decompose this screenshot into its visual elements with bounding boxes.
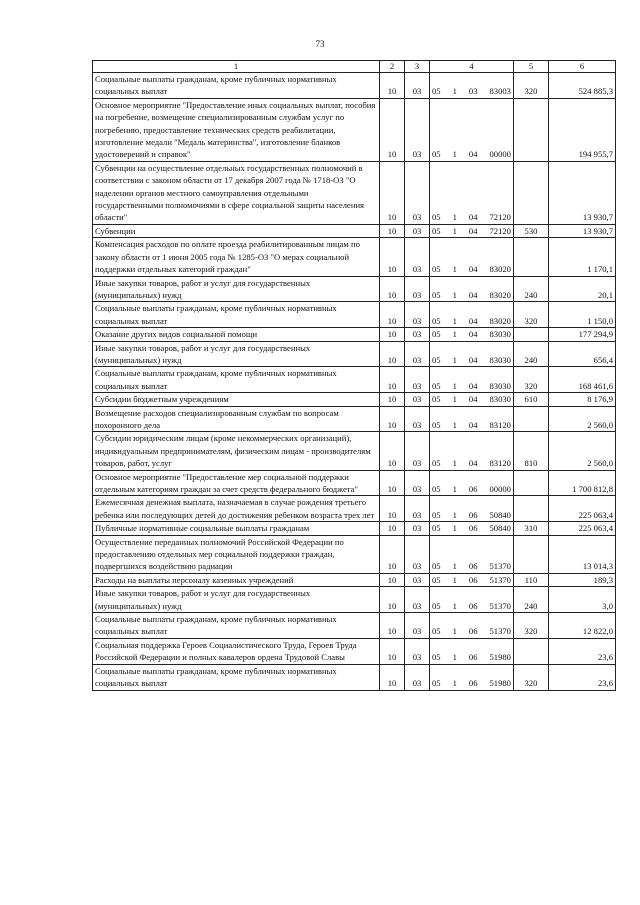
row-name: Социальные выплаты гражданам, кроме публичных нормативных социальных выплат: [93, 73, 380, 99]
row-amount: 20,1: [549, 276, 616, 302]
row-name: Социальные выплаты гражданам, кроме публичных нормативных социальных выплат: [93, 613, 380, 639]
target-code-parts: [432, 148, 511, 160]
target-code-parts: [432, 85, 511, 97]
target-code-parts: [432, 380, 511, 392]
row-section: 10: [380, 73, 405, 99]
target-code-part: 05: [432, 289, 441, 300]
row-subsection: 03: [405, 522, 430, 535]
row-target-code: [430, 302, 514, 328]
target-code-part: 06: [468, 509, 478, 520]
target-code-part: 06: [468, 561, 478, 572]
row-amount: 225 063,4: [549, 496, 616, 522]
target-code-part: 1: [452, 509, 457, 520]
row-expense-type: 530: [514, 224, 549, 237]
target-code-parts: [432, 289, 511, 301]
target-code-part: 05: [432, 523, 441, 534]
target-code-part: 51370: [489, 626, 511, 637]
column-header: 2: [380, 61, 405, 73]
row-section: 10: [380, 98, 405, 161]
row-section: 10: [380, 573, 405, 586]
row-subsection: 03: [405, 587, 430, 613]
row-target-code: [430, 432, 514, 470]
row-name: Субвенции на осуществление отдельных государственных полномочий в соответствии с законом области от 17 декабря 2007 года № 1718-ОЗ "О наделении органов местного самоуправления отдельными государственными полномочиями в сфере социальной защиты населения области": [93, 161, 380, 224]
table-row: [93, 587, 616, 613]
column-header: 3: [405, 61, 430, 73]
table-body: [93, 73, 616, 691]
target-code-parts: [432, 225, 511, 237]
row-subsection: 03: [405, 367, 430, 393]
table-row: [93, 535, 616, 573]
target-code-part: 1: [452, 225, 457, 236]
target-code-part: 1: [452, 380, 457, 391]
row-subsection: 03: [405, 73, 430, 99]
row-target-code: [430, 587, 514, 613]
row-target-code: [430, 535, 514, 573]
row-name: Социальные выплаты гражданам, кроме публичных нормативных социальных выплат: [93, 664, 380, 690]
row-amount: 12 822,0: [549, 613, 616, 639]
row-section: 10: [380, 613, 405, 639]
target-code-part: 05: [432, 574, 441, 585]
row-section: 10: [380, 302, 405, 328]
row-amount: 225 063,4: [549, 522, 616, 535]
target-code-part: 05: [432, 394, 441, 405]
target-code-parts: [432, 677, 511, 689]
row-section: 10: [380, 587, 405, 613]
row-expense-type: 240: [514, 341, 549, 367]
row-target-code: [430, 161, 514, 224]
row-amount: 1 150,0: [549, 302, 616, 328]
row-amount: 656,4: [549, 341, 616, 367]
row-section: 10: [380, 341, 405, 367]
target-code-part: 51980: [489, 652, 511, 663]
row-name: Оказание других видов социальной помощи: [93, 328, 380, 341]
row-section: 10: [380, 238, 405, 276]
row-name: Возмещение расходов специализированным службам по вопросам похоронного дела: [93, 406, 380, 432]
row-subsection: 03: [405, 98, 430, 161]
row-name: Иные закупки товаров, работ и услуг для государственных (муниципальных) нужд: [93, 587, 380, 613]
target-code-part: 06: [468, 574, 478, 585]
row-target-code: [430, 224, 514, 237]
target-code-part: 51980: [489, 678, 511, 689]
row-section: 10: [380, 432, 405, 470]
column-header: 4: [430, 61, 514, 73]
target-code-parts: [432, 600, 511, 612]
target-code-part: 1: [452, 484, 457, 494]
row-section: 10: [380, 161, 405, 224]
target-code-part: 05: [432, 225, 441, 236]
target-code-part: 83030: [489, 394, 511, 405]
row-subsection: 03: [405, 535, 430, 573]
target-code-part: 1: [452, 574, 457, 585]
row-expense-type: 310: [514, 522, 549, 535]
row-name: Иные закупки товаров, работ и услуг для государственных (муниципальных) нужд: [93, 276, 380, 302]
row-target-code: [430, 98, 514, 161]
target-code-part: 72120: [489, 225, 511, 236]
target-code-part: 1: [452, 212, 457, 223]
row-name: Ежемесячная денежная выплата, назначаемая в случае рождения третьего ребенка или последующих детей до достижения ребенком возраста трех лет: [93, 496, 380, 522]
row-target-code: [430, 496, 514, 522]
row-expense-type: 320: [514, 613, 549, 639]
target-code-part: 1: [452, 600, 457, 611]
row-amount: 2 560,0: [549, 406, 616, 432]
row-amount: 1 170,1: [549, 238, 616, 276]
row-target-code: [430, 367, 514, 393]
row-subsection: 03: [405, 573, 430, 586]
target-code-part: 1: [452, 329, 457, 340]
row-name: Основное мероприятие "Предоставление мер социальной поддержки отдельным категориям граждан за счет средств федерального бюджета": [93, 470, 380, 496]
row-target-code: [430, 406, 514, 432]
target-code-part: 04: [468, 225, 478, 236]
target-code-part: 83030: [489, 329, 511, 340]
target-code-part: 04: [468, 354, 478, 365]
target-code-part: 05: [432, 380, 441, 391]
table-row: [93, 432, 616, 470]
table-row: [93, 613, 616, 639]
row-amount: 13 930,7: [549, 224, 616, 237]
table-row: [93, 341, 616, 367]
row-subsection: 03: [405, 496, 430, 522]
target-code-part: 1: [452, 394, 457, 405]
table-row: [93, 73, 616, 99]
row-name: Социальные выплаты гражданам, кроме публичных нормативных социальных выплат: [93, 367, 380, 393]
row-name: Субвенции: [93, 224, 380, 237]
table-row: [93, 573, 616, 586]
row-section: 10: [380, 496, 405, 522]
target-code-part: 83020: [489, 315, 511, 326]
row-subsection: 03: [405, 238, 430, 276]
target-code-part: 04: [468, 419, 478, 430]
target-code-parts: [432, 625, 511, 637]
target-code-part: 00000: [489, 149, 511, 160]
target-code-part: 05: [432, 652, 441, 663]
row-section: 10: [380, 367, 405, 393]
target-code-part: 1: [452, 149, 457, 160]
row-amount: 23,6: [549, 664, 616, 690]
target-code-parts: [432, 393, 511, 405]
target-code-part: 04: [468, 149, 478, 160]
row-amount: 13 930,7: [549, 161, 616, 224]
target-code-part: 83020: [489, 289, 511, 300]
row-expense-type: 240: [514, 276, 549, 302]
row-name: Осуществление переданных полномочий Российской Федерации по предоставлению отдельных мер социальной поддержки граждан, подвергшихся воздействию радиации: [93, 535, 380, 573]
row-expense-type: [514, 98, 549, 161]
target-code-part: 06: [468, 652, 478, 663]
target-code-parts: [432, 328, 511, 340]
table-row: [93, 98, 616, 161]
budget-table: [92, 60, 616, 691]
target-code-parts: [432, 574, 511, 586]
row-expense-type: 320: [514, 367, 549, 393]
target-code-parts: [432, 354, 511, 366]
table-row: [93, 470, 616, 496]
row-amount: 13 014,3: [549, 535, 616, 573]
target-code-part: 05: [432, 484, 441, 494]
table-row: [93, 406, 616, 432]
target-code-part: 05: [432, 509, 441, 520]
row-name: Расходы на выплаты персоналу казенных учреждений: [93, 573, 380, 586]
table-row: [93, 224, 616, 237]
table-row: [93, 664, 616, 690]
row-section: 10: [380, 470, 405, 496]
target-code-parts: [432, 457, 511, 469]
target-code-part: 05: [432, 212, 441, 223]
target-code-parts: [432, 419, 511, 431]
table-row: [93, 367, 616, 393]
row-section: 10: [380, 535, 405, 573]
target-code-part: 05: [432, 329, 441, 340]
target-code-part: 83120: [489, 419, 511, 430]
target-code-part: 50840: [489, 509, 511, 520]
row-expense-type: [514, 535, 549, 573]
target-code-part: 1: [452, 458, 457, 469]
target-code-part: 04: [468, 329, 478, 340]
target-code-part: 1: [452, 315, 457, 326]
target-code-parts: [432, 522, 511, 534]
row-expense-type: [514, 638, 549, 664]
row-expense-type: 610: [514, 393, 549, 406]
target-code-part: 06: [468, 523, 478, 534]
table-row: [93, 161, 616, 224]
table-row: [93, 302, 616, 328]
target-code-part: 83020: [489, 264, 511, 275]
row-section: 10: [380, 406, 405, 432]
row-name: Иные закупки товаров, работ и услуг для государственных (муниципальных) нужд: [93, 341, 380, 367]
row-subsection: 03: [405, 432, 430, 470]
target-code-parts: [432, 263, 511, 275]
row-expense-type: 320: [514, 664, 549, 690]
row-expense-type: 240: [514, 587, 549, 613]
row-expense-type: 320: [514, 302, 549, 328]
target-code-part: 05: [432, 600, 441, 611]
target-code-part: 04: [468, 380, 478, 391]
target-code-part: 51370: [489, 574, 511, 585]
target-code-part: 05: [432, 315, 441, 326]
row-subsection: 03: [405, 638, 430, 664]
row-amount: 189,3: [549, 573, 616, 586]
target-code-parts: [432, 560, 511, 572]
target-code-part: 51370: [489, 561, 511, 572]
row-expense-type: [514, 470, 549, 496]
row-subsection: 03: [405, 224, 430, 237]
row-section: 10: [380, 328, 405, 341]
row-name: Компенсация расходов по оплате проезда реабилитированным лицам по закону области от 1 июня 2005 года № 1285-ОЗ "О мерах социальной поддержки отдельных категорий граждан": [93, 238, 380, 276]
row-subsection: 03: [405, 470, 430, 496]
target-code-part: 1: [452, 652, 457, 663]
table-row: [93, 276, 616, 302]
row-section: 10: [380, 638, 405, 664]
column-header: 6: [549, 61, 616, 73]
row-subsection: 03: [405, 613, 430, 639]
row-target-code: [430, 664, 514, 690]
row-subsection: 03: [405, 328, 430, 341]
target-code-part: 05: [432, 149, 441, 160]
target-code-part: 04: [468, 289, 478, 300]
row-target-code: [430, 393, 514, 406]
target-code-part: 05: [432, 561, 441, 572]
target-code-parts: [432, 483, 511, 495]
row-name: Субсидии юридическим лицам (кроме некоммерческих организаций), индивидуальным предпринимателям, физическим лицам - производителям товаров, работ, услуг: [93, 432, 380, 470]
target-code-part: 50840: [489, 523, 511, 534]
target-code-part: 04: [468, 458, 478, 469]
row-expense-type: [514, 238, 549, 276]
row-name: Социальные выплаты гражданам, кроме публичных нормативных социальных выплат: [93, 302, 380, 328]
row-amount: 1 700 812,8: [549, 470, 616, 496]
table-row: [93, 522, 616, 535]
target-code-part: 1: [452, 523, 457, 534]
target-code-part: 83120: [489, 458, 511, 469]
row-target-code: [430, 638, 514, 664]
column-header: 5: [514, 61, 549, 73]
target-code-part: 1: [452, 626, 457, 637]
row-subsection: 03: [405, 341, 430, 367]
row-expense-type: [514, 328, 549, 341]
row-section: 10: [380, 276, 405, 302]
target-code-part: 1: [452, 289, 457, 300]
row-amount: 8 176,9: [549, 393, 616, 406]
row-expense-type: 320: [514, 73, 549, 99]
row-target-code: [430, 276, 514, 302]
target-code-part: 05: [432, 86, 441, 97]
row-section: 10: [380, 664, 405, 690]
target-code-part: 1: [452, 561, 457, 572]
target-code-part: 05: [432, 626, 441, 637]
row-expense-type: 810: [514, 432, 549, 470]
row-subsection: 03: [405, 393, 430, 406]
row-target-code: [430, 522, 514, 535]
row-subsection: 03: [405, 276, 430, 302]
row-section: 10: [380, 393, 405, 406]
target-code-part: 72120: [489, 212, 511, 223]
target-code-part: 04: [468, 212, 478, 223]
target-code-part: 04: [468, 315, 478, 326]
row-subsection: 03: [405, 302, 430, 328]
row-subsection: 03: [405, 664, 430, 690]
target-code-part: 00000: [489, 484, 511, 494]
table-row: [93, 496, 616, 522]
target-code-part: 83030: [489, 354, 511, 365]
target-code-part: 1: [452, 354, 457, 365]
row-amount: 177 294,9: [549, 328, 616, 341]
table-row: [93, 238, 616, 276]
table-row: [93, 328, 616, 341]
target-code-part: 06: [468, 600, 478, 611]
page-number: 73: [315, 39, 325, 49]
target-code-part: 06: [468, 626, 478, 637]
target-code-part: 83030: [489, 380, 511, 391]
target-code-part: 1: [452, 678, 457, 689]
target-code-part: 05: [432, 458, 441, 469]
row-subsection: 03: [405, 406, 430, 432]
row-target-code: [430, 573, 514, 586]
row-expense-type: [514, 406, 549, 432]
row-section: 10: [380, 224, 405, 237]
row-name: Основное мероприятие "Предоставление иных социальных выплат, пособия на погребение, возмещение специализированным службам услуг по погребению, предоставление технических средств реабилитации, изготовление медали "Медаль материнства", изготовление бланков удостоверений и справок": [93, 98, 380, 161]
target-code-part: 05: [432, 678, 441, 689]
target-code-part: 51370: [489, 600, 511, 611]
target-code-part: 04: [468, 394, 478, 405]
target-code-parts: [432, 651, 511, 663]
target-code-part: 1: [452, 264, 457, 275]
target-code-parts: [432, 315, 511, 327]
row-section: 10: [380, 522, 405, 535]
row-amount: 524 885,3: [549, 73, 616, 99]
target-code-part: 83003: [489, 86, 511, 97]
target-code-part: 05: [432, 354, 441, 365]
row-target-code: [430, 470, 514, 496]
row-name: Публичные нормативные социальные выплаты гражданам: [93, 522, 380, 535]
target-code-part: 06: [468, 484, 478, 494]
row-target-code: [430, 613, 514, 639]
target-code-part: 1: [452, 86, 457, 97]
target-code-part: 05: [432, 419, 441, 430]
target-code-part: 04: [468, 264, 478, 275]
target-code-part: 1: [452, 419, 457, 430]
table-header-row: [93, 61, 616, 73]
row-target-code: [430, 73, 514, 99]
row-subsection: 03: [405, 161, 430, 224]
row-amount: 2 560,0: [549, 432, 616, 470]
target-code-part: 03: [468, 86, 478, 97]
row-name: Субсидии бюджетным учреждениям: [93, 393, 380, 406]
column-header: 1: [93, 61, 380, 73]
row-amount: 3,0: [549, 587, 616, 613]
row-expense-type: [514, 161, 549, 224]
target-code-part: 06: [468, 678, 478, 689]
row-target-code: [430, 341, 514, 367]
row-expense-type: [514, 496, 549, 522]
table-row: [93, 393, 616, 406]
row-amount: 194 955,7: [549, 98, 616, 161]
row-target-code: [430, 328, 514, 341]
row-amount: 168 461,6: [549, 367, 616, 393]
row-target-code: [430, 238, 514, 276]
table-row: [93, 638, 616, 664]
target-code-parts: [432, 509, 511, 521]
row-name: Социальная поддержка Героев Социалистического Труда, Героев Труда Российской Федерации и полных кавалеров ордена Трудовой Славы: [93, 638, 380, 664]
row-amount: 23,6: [549, 638, 616, 664]
target-code-parts: [432, 211, 511, 223]
target-code-part: 05: [432, 264, 441, 275]
row-expense-type: 110: [514, 573, 549, 586]
